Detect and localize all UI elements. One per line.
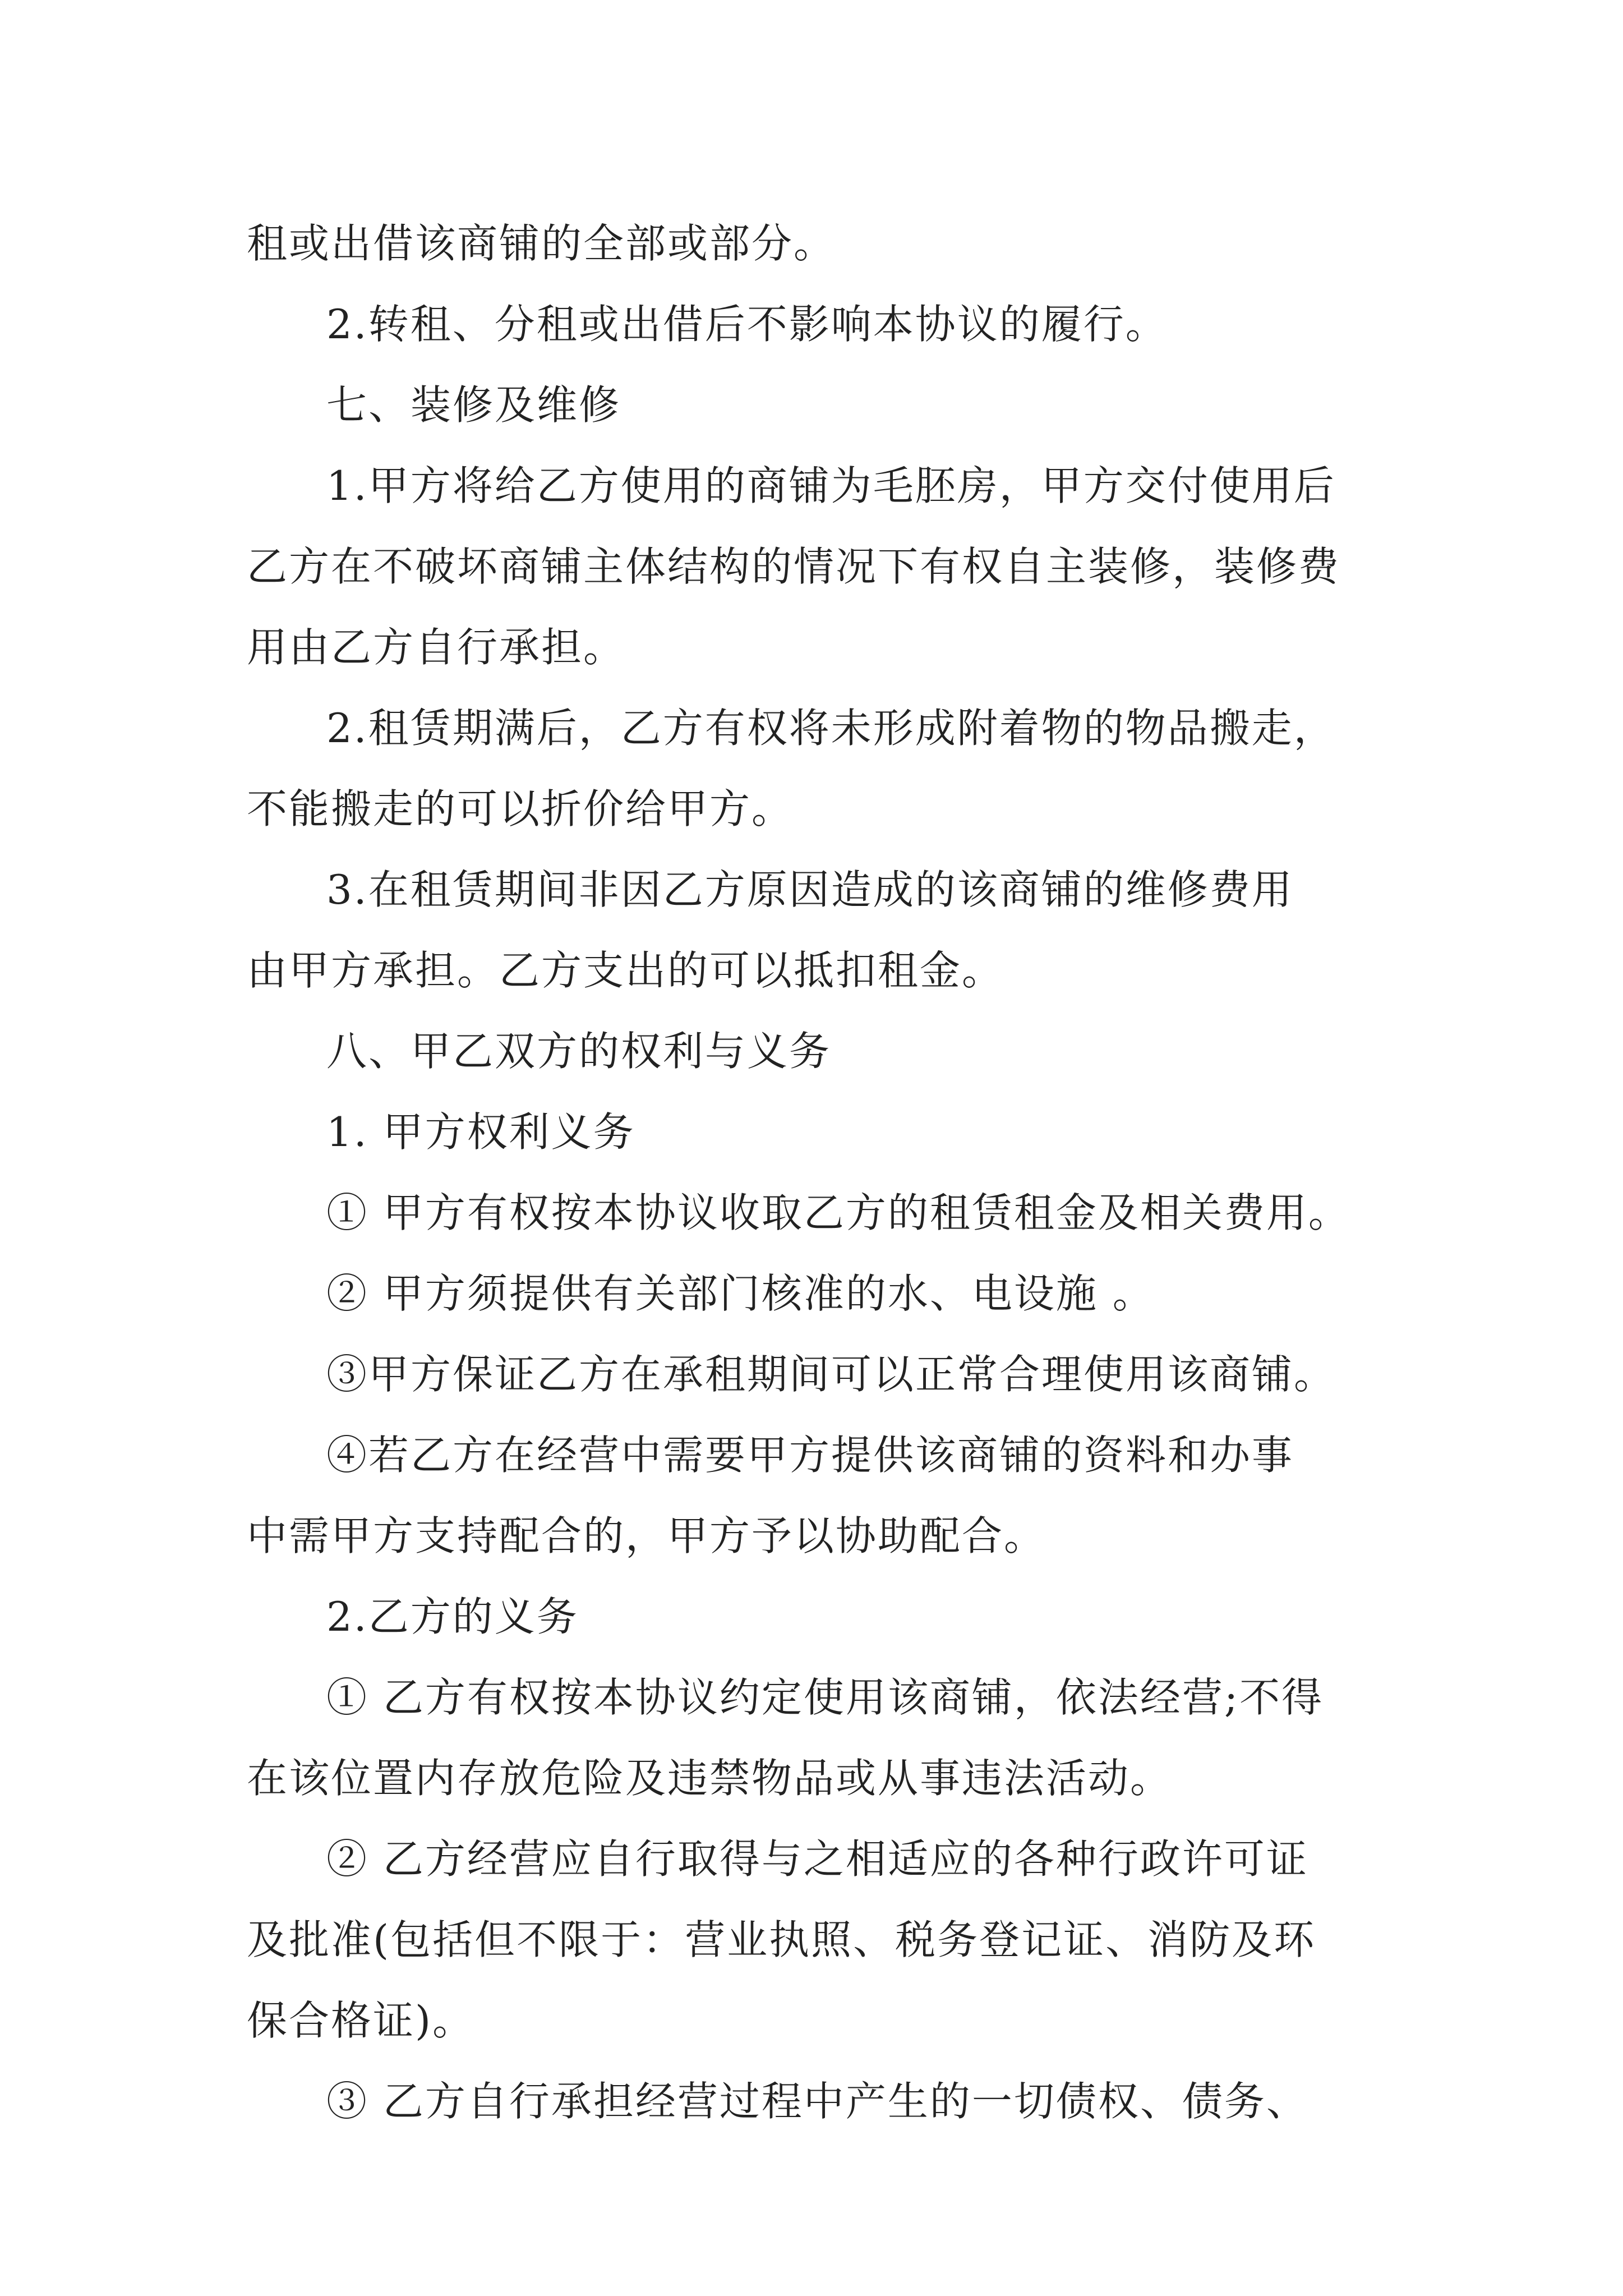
section-heading-8: 八、甲乙双方的权利与义务 [326,1028,832,1075]
text-line-14: ② 甲方须提供有关部门核准的水、电设施 。 [326,1270,1155,1317]
text-line-21: ② 乙方经营应自行取得与之相适应的各种行政许可证 [326,1835,1308,1883]
text-line-12: 1. 甲方权利义务 [326,1108,635,1156]
text-line-23: 保合格证)。 [247,1997,475,2044]
text-line-17: 中需甲方支持配合的，甲方予以协助配合。 [247,1512,1046,1559]
text-line-1: 租或出借该商铺的全部或部分。 [247,220,836,267]
text-line-15: ③甲方保证乙方在承租期间可以正常合理使用该商铺。 [326,1351,1336,1398]
section-heading-7: 七、装修及维修 [326,381,621,429]
text-line-20: 在该位置内存放危险及违禁物品或从事违法活动。 [247,1755,1173,1802]
text-line-4: 1.甲方将给乙方使用的商铺为毛胚房，甲方交付使用后 [326,462,1336,509]
text-line-6: 用由乙方自行承担。 [247,624,626,671]
text-line-5: 乙方在不破坏商铺主体结构的情况下有权自主装修，装修费 [247,543,1341,590]
text-line-7: 2.租赁期满后，乙方有权将未形成附着物的物品搬走， [326,705,1336,752]
document-body [247,203,1391,2142]
text-line-18: 2.乙方的义务 [326,1593,579,1640]
text-line-13: ① 甲方有权按本协议收取乙方的租赁租金及相关费用。 [326,1189,1350,1236]
text-line-10: 由甲方承担。乙方支出的可以抵扣租金。 [247,947,1004,994]
text-line-16: ④若乙方在经营中需要甲方提供该商铺的资料和办事 [326,1432,1294,1479]
text-line-9: 3.在租赁期间非因乙方原因造成的该商铺的维修费用 [326,866,1294,913]
text-line-19: ① 乙方有权按本协议约定使用该商铺，依法经营;不得 [326,1674,1324,1721]
text-line-22: 及批准(包括但不限于：营业执照、税务登记证、消防及环 [247,1916,1316,1963]
text-line-2: 2.转租、分租或出借后不影响本协议的履行。 [326,301,1168,348]
text-line-24: ③ 乙方自行承担经营过程中产生的一切债权、债务、 [326,2078,1308,2125]
text-line-8: 不能搬走的可以折价给甲方。 [247,785,794,832]
